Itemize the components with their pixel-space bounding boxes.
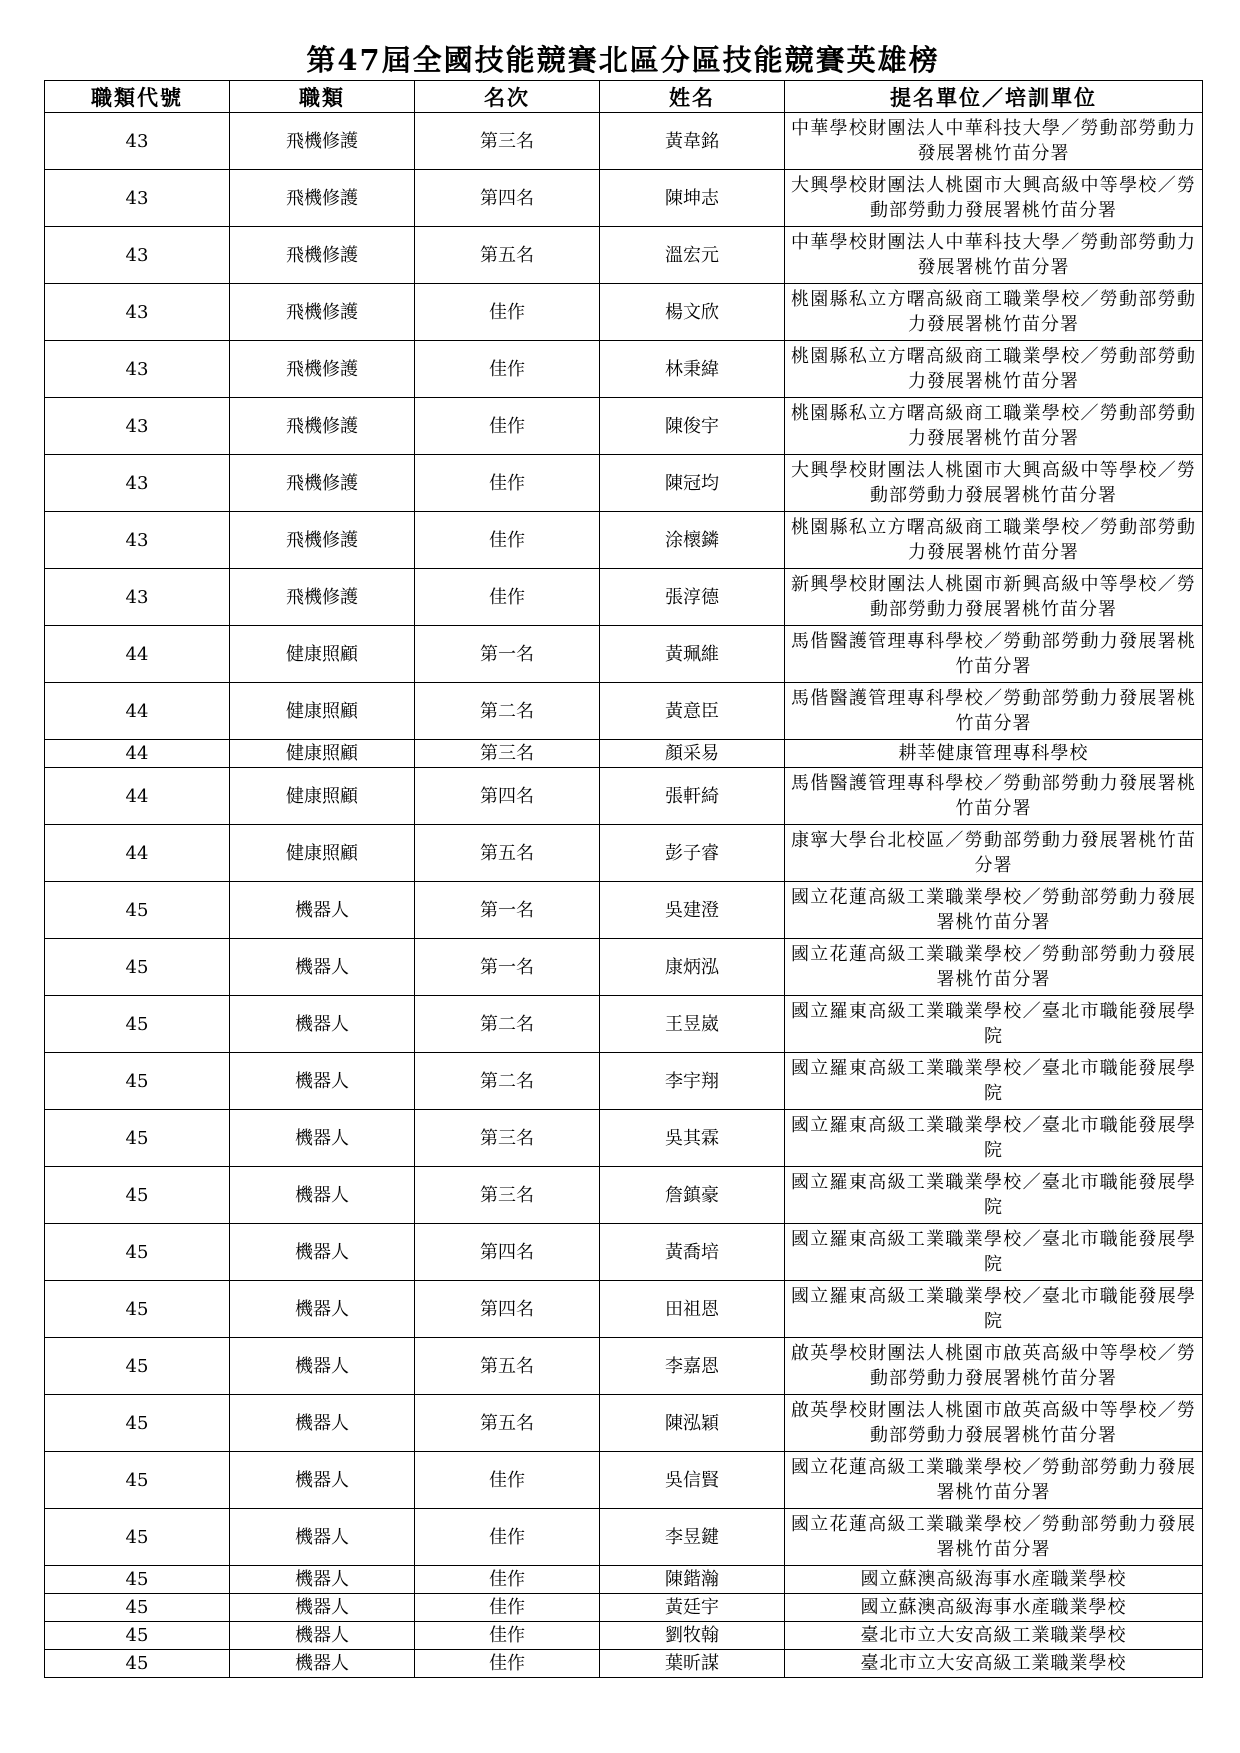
table-header-row [45, 81, 1203, 113]
trade-code-cell: 43 [45, 569, 230, 626]
trade-code-cell: 45 [45, 1452, 230, 1509]
trade-code-cell: 43 [45, 341, 230, 398]
table-row [45, 1167, 1203, 1224]
trade-cell: 健康照顧 [230, 825, 415, 882]
trade-cell: 機器人 [230, 1452, 415, 1509]
rank-cell: 佳作 [415, 1509, 600, 1566]
honor-roll-table [44, 80, 1203, 1678]
rank-cell: 第三名 [415, 1110, 600, 1167]
rank-cell: 佳作 [415, 1594, 600, 1622]
trade-cell: 機器人 [230, 1053, 415, 1110]
trade-code-cell: 43 [45, 170, 230, 227]
name-cell: 康炳泓 [600, 939, 785, 996]
unit-cell: 國立羅東高級工業職業學校／臺北市職能發展學院 [785, 1281, 1203, 1338]
unit-cell: 馬偕醫護管理專科學校／勞動部勞動力發展署桃竹苗分署 [785, 768, 1203, 825]
trade-cell: 機器人 [230, 1167, 415, 1224]
name-cell: 涂櫰鏻 [600, 512, 785, 569]
trade-code-cell: 43 [45, 227, 230, 284]
trade-cell: 健康照顧 [230, 740, 415, 768]
table-row [45, 740, 1203, 768]
table-row [45, 1224, 1203, 1281]
table-row [45, 569, 1203, 626]
rank-cell: 第四名 [415, 1224, 600, 1281]
header-rank: 名次 [415, 81, 600, 113]
table-row [45, 939, 1203, 996]
trade-cell: 飛機修護 [230, 569, 415, 626]
unit-cell: 國立羅東高級工業職業學校／臺北市職能發展學院 [785, 1224, 1203, 1281]
trade-cell: 飛機修護 [230, 170, 415, 227]
unit-cell: 國立羅東高級工業職業學校／臺北市職能發展學院 [785, 1110, 1203, 1167]
table-row [45, 170, 1203, 227]
unit-cell: 國立花蓮高級工業職業學校／勞動部勞動力發展署桃竹苗分署 [785, 1509, 1203, 1566]
unit-cell: 國立蘇澳高級海事水產職業學校 [785, 1566, 1203, 1594]
rank-cell: 第四名 [415, 768, 600, 825]
trade-code-cell: 45 [45, 1338, 230, 1395]
rank-cell: 佳作 [415, 284, 600, 341]
name-cell: 張軒綺 [600, 768, 785, 825]
table-body [45, 113, 1203, 1678]
table-row [45, 1281, 1203, 1338]
table-row [45, 1053, 1203, 1110]
rank-cell: 第二名 [415, 683, 600, 740]
rank-cell: 第二名 [415, 996, 600, 1053]
trade-code-cell: 44 [45, 626, 230, 683]
trade-code-cell: 45 [45, 1566, 230, 1594]
name-cell: 陳坤志 [600, 170, 785, 227]
table-row [45, 284, 1203, 341]
rank-cell: 第四名 [415, 1281, 600, 1338]
rank-cell: 佳作 [415, 1650, 600, 1678]
table-row [45, 1110, 1203, 1167]
trade-cell: 飛機修護 [230, 284, 415, 341]
unit-cell: 啟英學校財團法人桃園市啟英高級中等學校／勞動部勞動力發展署桃竹苗分署 [785, 1338, 1203, 1395]
name-cell: 吳其霖 [600, 1110, 785, 1167]
table-row [45, 227, 1203, 284]
rank-cell: 佳作 [415, 341, 600, 398]
table-row [45, 626, 1203, 683]
trade-cell: 健康照顧 [230, 626, 415, 683]
rank-cell: 第四名 [415, 170, 600, 227]
name-cell: 陳泓穎 [600, 1395, 785, 1452]
table-row [45, 1338, 1203, 1395]
trade-cell: 飛機修護 [230, 113, 415, 170]
unit-cell: 國立花蓮高級工業職業學校／勞動部勞動力發展署桃竹苗分署 [785, 1452, 1203, 1509]
trade-cell: 機器人 [230, 882, 415, 939]
table-row [45, 455, 1203, 512]
trade-cell: 飛機修護 [230, 227, 415, 284]
rank-cell: 第三名 [415, 740, 600, 768]
trade-code-cell: 43 [45, 512, 230, 569]
trade-code-cell: 43 [45, 398, 230, 455]
trade-code-cell: 45 [45, 1281, 230, 1338]
table-row [45, 882, 1203, 939]
unit-cell: 桃園縣私立方曙高級商工職業學校／勞動部勞動力發展署桃竹苗分署 [785, 398, 1203, 455]
name-cell: 黃廷宇 [600, 1594, 785, 1622]
trade-code-cell: 45 [45, 1053, 230, 1110]
unit-cell: 國立花蓮高級工業職業學校／勞動部勞動力發展署桃竹苗分署 [785, 939, 1203, 996]
table-row [45, 398, 1203, 455]
unit-cell: 啟英學校財團法人桃園市啟英高級中等學校／勞動部勞動力發展署桃竹苗分署 [785, 1395, 1203, 1452]
table-row [45, 341, 1203, 398]
name-cell: 李昱鍵 [600, 1509, 785, 1566]
unit-cell: 國立羅東高級工業職業學校／臺北市職能發展學院 [785, 996, 1203, 1053]
unit-cell: 國立蘇澳高級海事水產職業學校 [785, 1594, 1203, 1622]
rank-cell: 第一名 [415, 882, 600, 939]
trade-cell: 健康照顧 [230, 683, 415, 740]
unit-cell: 國立花蓮高級工業職業學校／勞動部勞動力發展署桃竹苗分署 [785, 882, 1203, 939]
trade-cell: 機器人 [230, 996, 415, 1053]
name-cell: 黃韋銘 [600, 113, 785, 170]
rank-cell: 佳作 [415, 569, 600, 626]
unit-cell: 中華學校財團法人中華科技大學／勞動部勞動力發展署桃竹苗分署 [785, 113, 1203, 170]
document-page [44, 40, 1202, 1678]
rank-cell: 第五名 [415, 825, 600, 882]
unit-cell: 耕莘健康管理專科學校 [785, 740, 1203, 768]
rank-cell: 佳作 [415, 455, 600, 512]
trade-code-cell: 43 [45, 455, 230, 512]
unit-cell: 國立羅東高級工業職業學校／臺北市職能發展學院 [785, 1167, 1203, 1224]
trade-cell: 機器人 [230, 1622, 415, 1650]
table-row [45, 825, 1203, 882]
unit-cell: 大興學校財團法人桃園市大興高級中等學校／勞動部勞動力發展署桃竹苗分署 [785, 170, 1203, 227]
unit-cell: 桃園縣私立方曙高級商工職業學校／勞動部勞動力發展署桃竹苗分署 [785, 512, 1203, 569]
trade-cell: 機器人 [230, 1224, 415, 1281]
trade-cell: 機器人 [230, 1338, 415, 1395]
name-cell: 張淳德 [600, 569, 785, 626]
trade-cell: 機器人 [230, 1509, 415, 1566]
page-title: 第47屆全國技能競賽北區分區技能競賽英雄榜 [306, 43, 940, 77]
name-cell: 吳信賢 [600, 1452, 785, 1509]
name-cell: 吳建澄 [600, 882, 785, 939]
name-cell: 陳俊宇 [600, 398, 785, 455]
trade-cell: 健康照顧 [230, 768, 415, 825]
rank-cell: 第五名 [415, 1395, 600, 1452]
name-cell: 陳冠均 [600, 455, 785, 512]
unit-cell: 桃園縣私立方曙高級商工職業學校／勞動部勞動力發展署桃竹苗分署 [785, 284, 1203, 341]
rank-cell: 第五名 [415, 1338, 600, 1395]
table-row [45, 1395, 1203, 1452]
trade-code-cell: 43 [45, 284, 230, 341]
rank-cell: 第一名 [415, 939, 600, 996]
rank-cell: 第三名 [415, 1167, 600, 1224]
trade-code-cell: 44 [45, 683, 230, 740]
trade-cell: 飛機修護 [230, 512, 415, 569]
rank-cell: 佳作 [415, 1622, 600, 1650]
rank-cell: 第一名 [415, 626, 600, 683]
header-unit: 提名單位／培訓單位 [785, 81, 1203, 113]
name-cell: 李嘉恩 [600, 1338, 785, 1395]
name-cell: 黃喬培 [600, 1224, 785, 1281]
rank-cell: 佳作 [415, 398, 600, 455]
header-trade: 職類 [230, 81, 415, 113]
trade-code-cell: 45 [45, 1650, 230, 1678]
trade-code-cell: 44 [45, 825, 230, 882]
name-cell: 詹鎮豪 [600, 1167, 785, 1224]
trade-code-cell: 44 [45, 740, 230, 768]
trade-cell: 機器人 [230, 1566, 415, 1594]
trade-cell: 機器人 [230, 1395, 415, 1452]
trade-cell: 機器人 [230, 1281, 415, 1338]
table-row [45, 683, 1203, 740]
trade-code-cell: 45 [45, 1167, 230, 1224]
table-row [45, 996, 1203, 1053]
name-cell: 葉昕謀 [600, 1650, 785, 1678]
trade-code-cell: 45 [45, 1594, 230, 1622]
unit-cell: 臺北市立大安高級工業職業學校 [785, 1622, 1203, 1650]
trade-code-cell: 43 [45, 113, 230, 170]
name-cell: 顏采易 [600, 740, 785, 768]
header-name: 姓名 [600, 81, 785, 113]
table-row [45, 1452, 1203, 1509]
trade-code-cell: 44 [45, 768, 230, 825]
trade-cell: 飛機修護 [230, 455, 415, 512]
table-row [45, 1622, 1203, 1650]
rank-cell: 第二名 [415, 1053, 600, 1110]
rank-cell: 佳作 [415, 1566, 600, 1594]
name-cell: 楊文欣 [600, 284, 785, 341]
trade-code-cell: 45 [45, 1509, 230, 1566]
unit-cell: 新興學校財團法人桃園市新興高級中等學校／勞動部勞動力發展署桃竹苗分署 [785, 569, 1203, 626]
name-cell: 黃珮維 [600, 626, 785, 683]
table-row [45, 512, 1203, 569]
trade-cell: 機器人 [230, 1650, 415, 1678]
unit-cell: 國立羅東高級工業職業學校／臺北市職能發展學院 [785, 1053, 1203, 1110]
name-cell: 田祖恩 [600, 1281, 785, 1338]
trade-cell: 機器人 [230, 939, 415, 996]
name-cell: 溫宏元 [600, 227, 785, 284]
unit-cell: 大興學校財團法人桃園市大興高級中等學校／勞動部勞動力發展署桃竹苗分署 [785, 455, 1203, 512]
name-cell: 王昱崴 [600, 996, 785, 1053]
trade-code-cell: 45 [45, 882, 230, 939]
trade-cell: 機器人 [230, 1594, 415, 1622]
trade-cell: 機器人 [230, 1110, 415, 1167]
trade-code-cell: 45 [45, 1622, 230, 1650]
trade-code-cell: 45 [45, 939, 230, 996]
table-row [45, 1650, 1203, 1678]
name-cell: 林秉緯 [600, 341, 785, 398]
trade-code-cell: 45 [45, 1224, 230, 1281]
unit-cell: 桃園縣私立方曙高級商工職業學校／勞動部勞動力發展署桃竹苗分署 [785, 341, 1203, 398]
rank-cell: 第三名 [415, 113, 600, 170]
trade-code-cell: 45 [45, 1110, 230, 1167]
trade-cell: 飛機修護 [230, 341, 415, 398]
unit-cell: 馬偕醫護管理專科學校／勞動部勞動力發展署桃竹苗分署 [785, 683, 1203, 740]
name-cell: 劉牧翰 [600, 1622, 785, 1650]
rank-cell: 第五名 [415, 227, 600, 284]
unit-cell: 康寧大學台北校區／勞動部勞動力發展署桃竹苗分署 [785, 825, 1203, 882]
name-cell: 黃意臣 [600, 683, 785, 740]
trade-code-cell: 45 [45, 996, 230, 1053]
rank-cell: 佳作 [415, 1452, 600, 1509]
name-cell: 陳鍇瀚 [600, 1566, 785, 1594]
header-trade-code: 職類代號 [45, 81, 230, 113]
table-row [45, 768, 1203, 825]
trade-code-cell: 45 [45, 1395, 230, 1452]
table-row [45, 1566, 1203, 1594]
rank-cell: 佳作 [415, 512, 600, 569]
unit-cell: 中華學校財團法人中華科技大學／勞動部勞動力發展署桃竹苗分署 [785, 227, 1203, 284]
table-row [45, 1594, 1203, 1622]
unit-cell: 臺北市立大安高級工業職業學校 [785, 1650, 1203, 1678]
name-cell: 彭子睿 [600, 825, 785, 882]
trade-cell: 飛機修護 [230, 398, 415, 455]
table-row [45, 1509, 1203, 1566]
table-row [45, 113, 1203, 170]
name-cell: 李宇翔 [600, 1053, 785, 1110]
unit-cell: 馬偕醫護管理專科學校／勞動部勞動力發展署桃竹苗分署 [785, 626, 1203, 683]
